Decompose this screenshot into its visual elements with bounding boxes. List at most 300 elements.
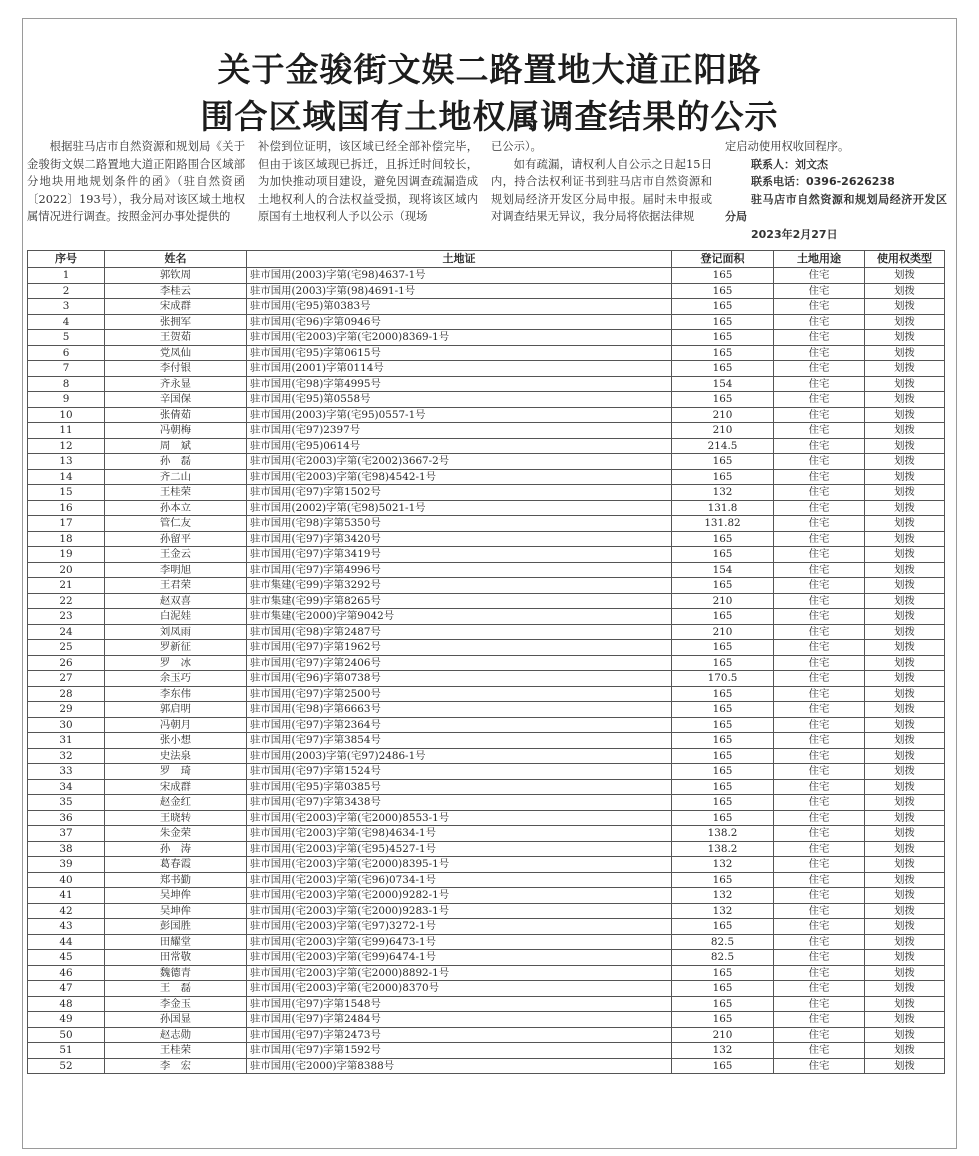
- owner-name: 郭钦周: [105, 268, 247, 284]
- right-type: 划拨: [865, 283, 945, 299]
- header-cell: 土地用途: [774, 251, 865, 268]
- row-number: 32: [28, 748, 105, 764]
- right-type: 划拨: [865, 485, 945, 501]
- owner-name: 吴坤侔: [105, 903, 247, 919]
- land-use: 住宅: [774, 516, 865, 532]
- right-type: 划拨: [865, 733, 945, 749]
- owner-name: 齐二山: [105, 469, 247, 485]
- land-certificate: 驻市国用(宅98)字第4995号: [247, 376, 672, 392]
- land-certificate: 驻市国用(宅98)字第5350号: [247, 516, 672, 532]
- registered-area: 165: [672, 748, 774, 764]
- owner-name: 周 斌: [105, 438, 247, 454]
- table-row: [28, 996, 945, 1012]
- right-type: 划拨: [865, 950, 945, 966]
- right-type: 划拨: [865, 655, 945, 671]
- row-number: 22: [28, 593, 105, 609]
- registered-area: 165: [672, 609, 774, 625]
- row-number: 41: [28, 888, 105, 904]
- right-type: 划拨: [865, 1012, 945, 1028]
- right-type: 划拨: [865, 872, 945, 888]
- row-number: 21: [28, 578, 105, 594]
- registered-area: 210: [672, 423, 774, 439]
- land-use: 住宅: [774, 965, 865, 981]
- body-column-1: [27, 138, 245, 226]
- row-number: 30: [28, 717, 105, 733]
- header-cell: 使用权类型: [865, 251, 945, 268]
- row-number: 47: [28, 981, 105, 997]
- land-certificate: 驻市国用(宅97)字第3854号: [247, 733, 672, 749]
- body-paragraph: 定启动使用权收回程序。: [725, 140, 850, 153]
- table-row: [28, 888, 945, 904]
- registered-area: 165: [672, 795, 774, 811]
- land-use: 住宅: [774, 981, 865, 997]
- owner-name: 罗 琦: [105, 764, 247, 780]
- right-type: 划拨: [865, 345, 945, 361]
- table-row: [28, 748, 945, 764]
- table-row: [28, 826, 945, 842]
- owner-name: 张小想: [105, 733, 247, 749]
- table-row: [28, 485, 945, 501]
- row-number: 50: [28, 1027, 105, 1043]
- row-number: 26: [28, 655, 105, 671]
- owner-name: 王桂荣: [105, 1043, 247, 1059]
- owner-name: 王桂荣: [105, 485, 247, 501]
- land-use: 住宅: [774, 686, 865, 702]
- table-row: [28, 779, 945, 795]
- land-use: 住宅: [774, 702, 865, 718]
- land-certificate: 驻市国用(宅97)字第2406号: [247, 655, 672, 671]
- land-certificate: 驻市国用(宅2003)字第(宅98)4634-1号: [247, 826, 672, 842]
- owner-name: 赵金红: [105, 795, 247, 811]
- row-number: 17: [28, 516, 105, 532]
- land-certificate: 驻市国用(宅97)字第2500号: [247, 686, 672, 702]
- registered-area: 131.8: [672, 500, 774, 516]
- right-type: 划拨: [865, 919, 945, 935]
- row-number: 6: [28, 345, 105, 361]
- body-column-2: [258, 138, 478, 226]
- table-row: [28, 640, 945, 656]
- owner-name: 宋成群: [105, 779, 247, 795]
- right-type: 划拨: [865, 578, 945, 594]
- registered-area: 165: [672, 299, 774, 315]
- land-certificate: 驻市国用(宅96)字第0738号: [247, 671, 672, 687]
- right-type: 划拨: [865, 531, 945, 547]
- land-certificate: 驻市国用(宅2003)字第(宅2000)8395-1号: [247, 857, 672, 873]
- land-certificate: 驻市国用(宅97)字第4996号: [247, 562, 672, 578]
- land-use: 住宅: [774, 361, 865, 377]
- table-row: [28, 795, 945, 811]
- row-number: 45: [28, 950, 105, 966]
- land-certificate: 驻市国用(宅97)字第2364号: [247, 717, 672, 733]
- row-number: 48: [28, 996, 105, 1012]
- row-number: 12: [28, 438, 105, 454]
- table-row: [28, 299, 945, 315]
- right-type: 划拨: [865, 857, 945, 873]
- owner-name: 彭国胜: [105, 919, 247, 935]
- owner-name: 孙国显: [105, 1012, 247, 1028]
- land-use: 住宅: [774, 469, 865, 485]
- land-use: 住宅: [774, 996, 865, 1012]
- registered-area: 165: [672, 469, 774, 485]
- right-type: 划拨: [865, 1058, 945, 1074]
- body-paragraph: 补偿到位证明，该区域已经全部补偿完毕，但由于该区域现已拆迁，且拆迁时间较长，为加快推动项目建设，避免因调查疏漏造成土地权利人的合法权益受损，现将该区域内原国有土地权利人予以公示（现场: [258, 140, 478, 224]
- row-number: 42: [28, 903, 105, 919]
- table-row: [28, 454, 945, 470]
- right-type: 划拨: [865, 330, 945, 346]
- registered-area: 165: [672, 392, 774, 408]
- header-cell: 登记面积: [672, 251, 774, 268]
- row-number: 28: [28, 686, 105, 702]
- table-row: [28, 1058, 945, 1074]
- land-certificate: 驻市国用(宅97)字第3420号: [247, 531, 672, 547]
- land-use: 住宅: [774, 950, 865, 966]
- land-certificate: 驻市国用(2003)字第(宅98)4637-1号: [247, 268, 672, 284]
- right-type: 划拨: [865, 671, 945, 687]
- right-type: 划拨: [865, 469, 945, 485]
- land-certificate: 驻市国用(宅97)2397号: [247, 423, 672, 439]
- land-certificate: 驻市国用(宅2003)字第(宅2000)9283-1号: [247, 903, 672, 919]
- land-certificate: 驻市集建(宅99)字第8265号: [247, 593, 672, 609]
- row-number: 37: [28, 826, 105, 842]
- owner-name: 田常敬: [105, 950, 247, 966]
- land-use: 住宅: [774, 609, 865, 625]
- table-row: [28, 469, 945, 485]
- owner-name: 白泥娃: [105, 609, 247, 625]
- row-number: 34: [28, 779, 105, 795]
- land-certificate: 驻市国用(2002)字第(宅98)5021-1号: [247, 500, 672, 516]
- row-number: 29: [28, 702, 105, 718]
- registered-area: 154: [672, 376, 774, 392]
- land-certificate: 驻市国用(宅95)0614号: [247, 438, 672, 454]
- row-number: 4: [28, 314, 105, 330]
- table-row: [28, 950, 945, 966]
- table-row: [28, 531, 945, 547]
- table-row: [28, 655, 945, 671]
- table-row: [28, 671, 945, 687]
- registered-area: 138.2: [672, 841, 774, 857]
- owner-name: 王金云: [105, 547, 247, 563]
- registered-area: 165: [672, 996, 774, 1012]
- land-rights-table: [27, 250, 945, 1074]
- registered-area: 165: [672, 919, 774, 935]
- row-number: 23: [28, 609, 105, 625]
- header-cell: 土地证: [247, 251, 672, 268]
- land-use: 住宅: [774, 578, 865, 594]
- table-row: [28, 268, 945, 284]
- row-number: 5: [28, 330, 105, 346]
- title-line-1: 关于金骏街文娱二路置地大道正阳路: [217, 50, 762, 89]
- land-use: 住宅: [774, 857, 865, 873]
- land-use: 住宅: [774, 934, 865, 950]
- owner-name: 王 磊: [105, 981, 247, 997]
- owner-name: 孙 磊: [105, 454, 247, 470]
- owner-name: 齐永显: [105, 376, 247, 392]
- owner-name: 李东伟: [105, 686, 247, 702]
- registered-area: 165: [672, 314, 774, 330]
- owner-name: 党凤仙: [105, 345, 247, 361]
- land-use: 住宅: [774, 500, 865, 516]
- row-number: 43: [28, 919, 105, 935]
- right-type: 划拨: [865, 903, 945, 919]
- land-use: 住宅: [774, 1043, 865, 1059]
- table-row: [28, 562, 945, 578]
- row-number: 7: [28, 361, 105, 377]
- land-use: 住宅: [774, 345, 865, 361]
- land-certificate: 驻市国用(宅98)字第2487号: [247, 624, 672, 640]
- table-row: [28, 314, 945, 330]
- row-number: 3: [28, 299, 105, 315]
- right-type: 划拨: [865, 640, 945, 656]
- land-certificate: 驻市国用(宅95)字第0385号: [247, 779, 672, 795]
- land-certificate: 驻市国用(宅2003)字第(宅98)4542-1号: [247, 469, 672, 485]
- registered-area: 214.5: [672, 438, 774, 454]
- table-row: [28, 764, 945, 780]
- owner-name: 冯朝月: [105, 717, 247, 733]
- owner-name: 管仁友: [105, 516, 247, 532]
- land-certificate: 驻市国用(宅97)字第2473号: [247, 1027, 672, 1043]
- registered-area: 154: [672, 562, 774, 578]
- row-number: 51: [28, 1043, 105, 1059]
- right-type: 划拨: [865, 361, 945, 377]
- registered-area: 165: [672, 454, 774, 470]
- right-type: 划拨: [865, 423, 945, 439]
- land-use: 住宅: [774, 903, 865, 919]
- right-type: 划拨: [865, 686, 945, 702]
- table-row: [28, 1027, 945, 1043]
- land-use: 住宅: [774, 748, 865, 764]
- land-use: 住宅: [774, 299, 865, 315]
- land-use: 住宅: [774, 841, 865, 857]
- registered-area: 165: [672, 655, 774, 671]
- table-row: [28, 593, 945, 609]
- row-number: 1: [28, 268, 105, 284]
- owner-name: 王晓转: [105, 810, 247, 826]
- table-row: [28, 1043, 945, 1059]
- registered-area: 165: [672, 686, 774, 702]
- right-type: 划拨: [865, 454, 945, 470]
- owner-name: 李桂云: [105, 283, 247, 299]
- registered-area: 132: [672, 903, 774, 919]
- right-type: 划拨: [865, 996, 945, 1012]
- table-row: [28, 516, 945, 532]
- row-number: 16: [28, 500, 105, 516]
- row-number: 20: [28, 562, 105, 578]
- land-certificate: 驻市国用(宅2003)字第(宅99)6473-1号: [247, 934, 672, 950]
- right-type: 划拨: [865, 268, 945, 284]
- table-row: [28, 841, 945, 857]
- land-certificate: 驻市国用(2003)字第(宅95)0557-1号: [247, 407, 672, 423]
- land-use: 住宅: [774, 485, 865, 501]
- row-number: 19: [28, 547, 105, 563]
- land-certificate: 驻市国用(宅97)字第3419号: [247, 547, 672, 563]
- right-type: 划拨: [865, 717, 945, 733]
- row-number: 44: [28, 934, 105, 950]
- land-use: 住宅: [774, 454, 865, 470]
- table-row: [28, 609, 945, 625]
- row-number: 11: [28, 423, 105, 439]
- row-number: 8: [28, 376, 105, 392]
- table-body: [28, 268, 945, 1074]
- right-type: 划拨: [865, 795, 945, 811]
- row-number: 31: [28, 733, 105, 749]
- right-type: 划拨: [865, 516, 945, 532]
- owner-name: 郑书勤: [105, 872, 247, 888]
- right-type: 划拨: [865, 779, 945, 795]
- land-use: 住宅: [774, 593, 865, 609]
- owner-name: 葛春霞: [105, 857, 247, 873]
- land-certificate: 驻市国用(宅2003)字第(宅97)3272-1号: [247, 919, 672, 935]
- right-type: 划拨: [865, 934, 945, 950]
- registered-area: 165: [672, 717, 774, 733]
- land-use: 住宅: [774, 872, 865, 888]
- right-type: 划拨: [865, 562, 945, 578]
- row-number: 52: [28, 1058, 105, 1074]
- table-row: [28, 872, 945, 888]
- land-use: 住宅: [774, 407, 865, 423]
- registered-area: 165: [672, 578, 774, 594]
- land-certificate: 驻市国用(2001)字第0114号: [247, 361, 672, 377]
- row-number: 36: [28, 810, 105, 826]
- row-number: 10: [28, 407, 105, 423]
- registered-area: 165: [672, 764, 774, 780]
- contact-phone: 联系电话：0396-2626238: [751, 175, 895, 189]
- owner-name: 李 宏: [105, 1058, 247, 1074]
- table-row: [28, 330, 945, 346]
- registered-area: 165: [672, 547, 774, 563]
- land-certificate: 驻市国用(宅97)字第1524号: [247, 764, 672, 780]
- body-paragraph: 根据驻马店市自然资源和规划局《关于金骏街文娱二路置地大道正阳路围合区域部分地块用地规划条件的函》（驻自然资函〔2022〕193号），我分局对该区域土地权属情况进行调查。按照金河办事处提供的: [27, 140, 245, 224]
- land-use: 住宅: [774, 655, 865, 671]
- owner-name: 冯朝梅: [105, 423, 247, 439]
- land-certificate: 驻市国用(宅95)第0383号: [247, 299, 672, 315]
- owner-name: 宋成群: [105, 299, 247, 315]
- land-use: 住宅: [774, 314, 865, 330]
- row-number: 38: [28, 841, 105, 857]
- right-type: 划拨: [865, 888, 945, 904]
- land-certificate: 驻市国用(宅95)第0558号: [247, 392, 672, 408]
- right-type: 划拨: [865, 981, 945, 997]
- land-use: 住宅: [774, 671, 865, 687]
- owner-name: 孙 涛: [105, 841, 247, 857]
- body-column-3: [491, 138, 712, 226]
- row-number: 33: [28, 764, 105, 780]
- row-number: 46: [28, 965, 105, 981]
- owner-name: 李金玉: [105, 996, 247, 1012]
- land-use: 住宅: [774, 562, 865, 578]
- owner-name: 魏德青: [105, 965, 247, 981]
- registered-area: 210: [672, 1027, 774, 1043]
- body-column-4: [725, 138, 947, 244]
- table-row: [28, 934, 945, 950]
- registered-area: 138.2: [672, 826, 774, 842]
- right-type: 划拨: [865, 702, 945, 718]
- land-use: 住宅: [774, 779, 865, 795]
- land-certificate: 驻市国用(宅97)字第2484号: [247, 1012, 672, 1028]
- row-number: 27: [28, 671, 105, 687]
- registered-area: 82.5: [672, 934, 774, 950]
- registered-area: 131.82: [672, 516, 774, 532]
- registered-area: 165: [672, 779, 774, 795]
- land-certificate: 驻市国用(宅2003)字第(宅95)4527-1号: [247, 841, 672, 857]
- registered-area: 165: [672, 283, 774, 299]
- table-row: [28, 624, 945, 640]
- table-row: [28, 547, 945, 563]
- right-type: 划拨: [865, 624, 945, 640]
- registered-area: 165: [672, 531, 774, 547]
- row-number: 15: [28, 485, 105, 501]
- table-row: [28, 919, 945, 935]
- row-number: 24: [28, 624, 105, 640]
- table-row: [28, 981, 945, 997]
- land-certificate: 驻市国用(宅97)字第1592号: [247, 1043, 672, 1059]
- land-use: 住宅: [774, 423, 865, 439]
- table-row: [28, 857, 945, 873]
- land-use: 住宅: [774, 888, 865, 904]
- body-paragraph: 已公示）。: [491, 140, 542, 153]
- row-number: 49: [28, 1012, 105, 1028]
- owner-name: 朱金荣: [105, 826, 247, 842]
- issue-date: 2023年2月27日: [751, 227, 838, 241]
- land-use: 住宅: [774, 717, 865, 733]
- header-cell: 序号: [28, 251, 105, 268]
- owner-name: 王君荣: [105, 578, 247, 594]
- owner-name: 赵双喜: [105, 593, 247, 609]
- owner-name: 李付银: [105, 361, 247, 377]
- title-line-2: 围合区域国有土地权属调查结果的公示: [200, 97, 779, 136]
- right-type: 划拨: [865, 965, 945, 981]
- land-use: 住宅: [774, 531, 865, 547]
- right-type: 划拨: [865, 392, 945, 408]
- land-certificate: 驻市国用(宅96)字第0946号: [247, 314, 672, 330]
- land-use: 住宅: [774, 392, 865, 408]
- registered-area: 165: [672, 981, 774, 997]
- owner-name: 孙留平: [105, 531, 247, 547]
- land-certificate: 驻市国用(宅2003)字第(宅2000)9282-1号: [247, 888, 672, 904]
- table-row: [28, 376, 945, 392]
- owner-name: 孙本立: [105, 500, 247, 516]
- registered-area: 165: [672, 1058, 774, 1074]
- registered-area: 82.5: [672, 950, 774, 966]
- row-number: 35: [28, 795, 105, 811]
- table-row: [28, 965, 945, 981]
- land-use: 住宅: [774, 810, 865, 826]
- land-use: 住宅: [774, 1027, 865, 1043]
- registered-area: 210: [672, 407, 774, 423]
- row-number: 2: [28, 283, 105, 299]
- table-row: [28, 578, 945, 594]
- registered-area: 165: [672, 810, 774, 826]
- table-row: [28, 423, 945, 439]
- table-row: [28, 407, 945, 423]
- land-certificate: 驻市国用(宅97)字第1502号: [247, 485, 672, 501]
- right-type: 划拨: [865, 376, 945, 392]
- land-use: 住宅: [774, 919, 865, 935]
- owner-name: 田耀堂: [105, 934, 247, 950]
- registered-area: 132: [672, 857, 774, 873]
- registered-area: 170.5: [672, 671, 774, 687]
- land-certificate: 驻市国用(宅2003)字第(宅2000)8892-1号: [247, 965, 672, 981]
- right-type: 划拨: [865, 547, 945, 563]
- table-row: [28, 361, 945, 377]
- land-certificate: 驻市国用(宅2003)字第(宅2000)8370号: [247, 981, 672, 997]
- row-number: 13: [28, 454, 105, 470]
- registered-area: 165: [672, 733, 774, 749]
- land-use: 住宅: [774, 826, 865, 842]
- owner-name: 张倩茹: [105, 407, 247, 423]
- land-use: 住宅: [774, 547, 865, 563]
- right-type: 划拨: [865, 1043, 945, 1059]
- registered-area: 165: [672, 268, 774, 284]
